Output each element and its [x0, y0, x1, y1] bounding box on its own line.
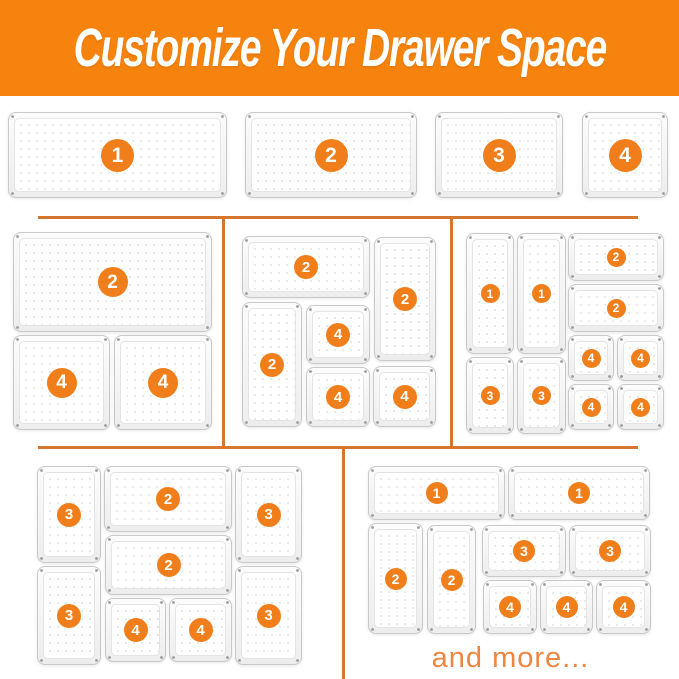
tray-combo-e-4-c	[596, 580, 651, 634]
number-badge: 4	[631, 398, 650, 417]
tray-combo-e-3-right	[569, 525, 651, 577]
number-badge: 2	[393, 287, 417, 311]
number-badge: 3	[599, 540, 621, 562]
tray-combo-b-4-center	[306, 305, 370, 364]
number-badge: 4	[556, 596, 578, 618]
tray-combo-c-3-col2	[517, 357, 566, 434]
tray-combo-a-2-wide	[13, 232, 212, 332]
tray-combo-e-3-left	[482, 525, 566, 577]
tray-combo-c-4-r2c2	[617, 384, 664, 430]
tray-size-1	[8, 112, 227, 198]
tray-combo-c-2-second	[568, 284, 664, 332]
tray-size-4	[582, 112, 668, 198]
number-badge: 4	[609, 139, 642, 172]
tray-combo-e-1-right	[508, 466, 650, 520]
number-badge: 1	[568, 482, 590, 504]
number-badge: 2	[607, 299, 626, 318]
tray-combo-b-2-tall-right	[374, 237, 436, 361]
number-badge: 2	[607, 248, 626, 267]
number-badge: 4	[326, 385, 350, 409]
tray-combo-c-1-col2	[517, 233, 566, 354]
number-badge: 3	[257, 503, 281, 527]
number-badge: 2	[385, 568, 407, 590]
tray-combo-c-4-r1c2	[617, 335, 664, 381]
tray-combo-c-4-r2c1	[568, 384, 614, 430]
number-badge: 3	[483, 139, 516, 172]
number-badge: 2	[98, 267, 128, 297]
tray-combo-c-3-col1	[466, 357, 514, 434]
tray-combo-b-4-bottom-right	[373, 366, 436, 427]
tray-combo-d-2-middle	[105, 535, 232, 595]
tray-combo-d-2-top	[104, 466, 232, 532]
number-badge: 4	[582, 398, 601, 417]
number-badge: 4	[47, 368, 77, 398]
tray-combo-e-1-left	[368, 466, 505, 520]
number-badge: 3	[513, 540, 535, 562]
number-badge: 1	[532, 284, 551, 303]
tray-combo-c-1-col1	[466, 233, 514, 354]
tray-size-3	[435, 112, 563, 198]
tray-combo-e-2-tall-left	[368, 523, 423, 634]
tray-combo-d-3-bottom-left	[37, 566, 101, 665]
tray-combo-e-4-a	[483, 580, 537, 634]
header-banner	[0, 0, 679, 96]
tray-combo-d-3-top-right	[235, 466, 302, 563]
number-badge: 3	[57, 604, 81, 628]
divider-vertical-right	[450, 216, 453, 449]
number-badge: 3	[532, 386, 551, 405]
tray-combo-d-4-right	[169, 598, 232, 662]
divider-vertical-left	[222, 216, 225, 449]
number-badge: 3	[257, 604, 281, 628]
number-badge: 2	[315, 139, 348, 172]
number-badge: 2	[260, 353, 284, 377]
number-badge: 4	[189, 618, 213, 642]
number-badge: 3	[57, 503, 81, 527]
number-badge: 2	[294, 255, 318, 279]
number-badge: 3	[481, 386, 500, 405]
number-badge: 1	[481, 284, 500, 303]
tray-size-2	[245, 112, 417, 198]
number-badge: 4	[124, 618, 148, 642]
number-badge: 4	[613, 596, 635, 618]
number-badge: 4	[631, 349, 650, 368]
number-badge: 1	[101, 139, 134, 172]
tray-combo-d-3-top-left	[37, 466, 101, 563]
number-badge: 1	[426, 482, 448, 504]
divider-horizontal-top	[38, 216, 638, 219]
tray-combo-c-2-top	[568, 233, 664, 281]
more-text: and more...	[431, 641, 590, 674]
tray-combo-c-4-r1c1	[568, 335, 614, 381]
divider-horizontal-bottom	[38, 446, 638, 449]
number-badge: 4	[393, 385, 417, 409]
tray-combo-d-3-bottom-right	[235, 566, 302, 665]
tray-combo-a-4-right	[114, 335, 212, 430]
tray-combo-e-2-tall-right	[427, 525, 476, 634]
number-badge: 4	[499, 596, 521, 618]
number-badge: 4	[582, 349, 601, 368]
tray-combo-b-2-top	[242, 236, 370, 298]
page-title: Customize Your Drawer Space	[73, 18, 606, 78]
tray-combo-d-4-left	[105, 598, 166, 662]
tray-combo-b-4-bottom-center	[306, 367, 370, 427]
tray-combo-e-4-b	[540, 580, 593, 634]
number-badge: 2	[156, 487, 180, 511]
tray-combo-a-4-left	[13, 335, 110, 430]
number-badge: 2	[441, 569, 463, 591]
number-badge: 4	[148, 368, 178, 398]
tray-combo-b-2-tall-left	[242, 302, 302, 427]
number-badge: 2	[157, 553, 181, 577]
number-badge: 4	[326, 323, 350, 347]
